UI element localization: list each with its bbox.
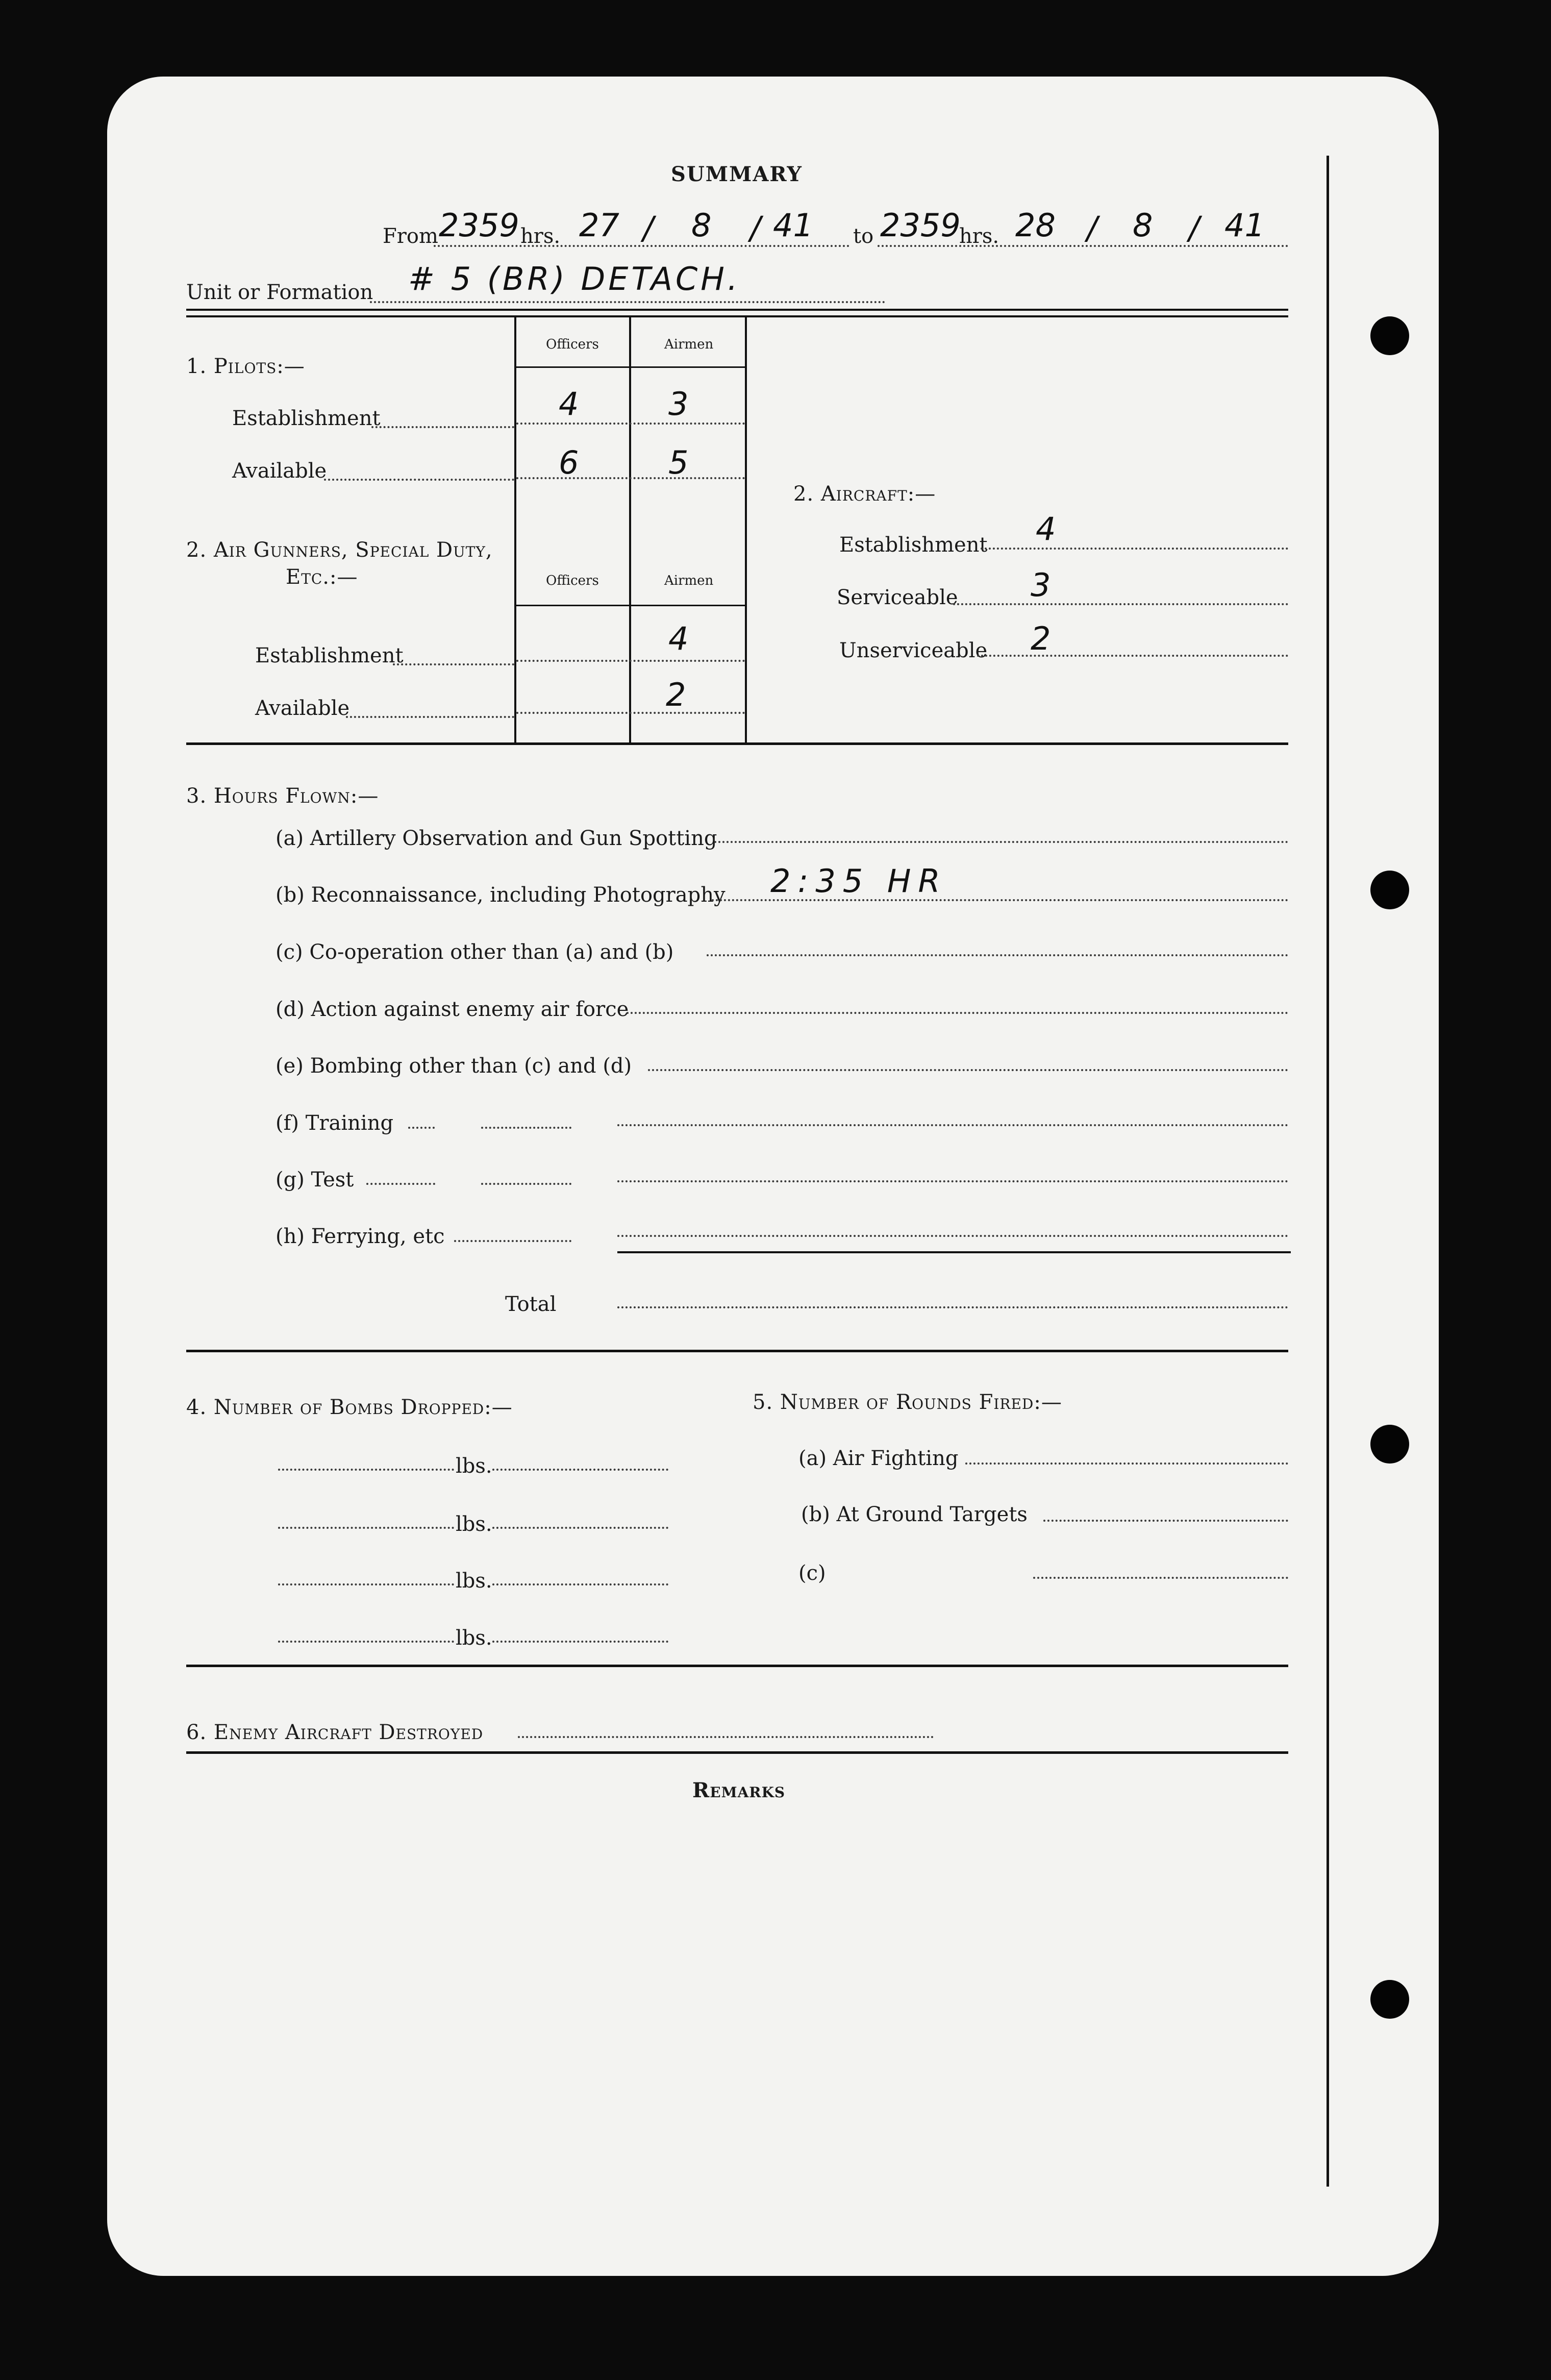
aircraft-establishment-value[interactable]: 4: [1036, 510, 1056, 548]
air-gunners-establishment-airmen[interactable]: 4: [668, 620, 689, 657]
to-time[interactable]: 2359: [880, 207, 961, 244]
hours-b-label: (b) Reconnaissance, including Photography: [276, 883, 726, 907]
bombs-unit-label: lbs.: [456, 1513, 492, 1536]
dotted-line: [346, 716, 514, 718]
air-gunners-heading-cont: Etc.:—: [286, 565, 358, 589]
dotted-line: [454, 1240, 571, 1242]
hours-h-label: (h) Ferrying, etc: [276, 1225, 445, 1248]
binder-hole: [1370, 1980, 1409, 2019]
air-gunners-heading: 2. Air Gunners, Special Duty,: [186, 538, 493, 562]
total-line: [617, 1306, 1288, 1308]
to-day[interactable]: 28: [1015, 207, 1056, 244]
from-label: From: [383, 225, 438, 248]
dotted-line: [516, 477, 745, 479]
rounds-c-line: [1033, 1577, 1288, 1579]
table-column-line: [629, 317, 631, 745]
from-year[interactable]: 41: [773, 207, 813, 244]
section-rule: [186, 309, 1288, 311]
officers-column-header: Officers: [546, 337, 599, 352]
section-rule: [186, 1665, 1288, 1667]
enemy-aircraft-label: 6. Enemy Aircraft Destroyed: [186, 1721, 484, 1744]
from-time[interactable]: 2359: [439, 207, 519, 244]
hours-a-line: [714, 841, 1288, 843]
pilots-establishment-airmen[interactable]: 3: [668, 385, 689, 423]
dotted-line: [516, 712, 745, 714]
rounds-heading: 5. Number of Rounds Fired:—: [753, 1391, 1062, 1414]
from-day[interactable]: 27: [579, 207, 619, 244]
hours-c-line: [707, 954, 1288, 956]
rounds-b-label: (b) At Ground Targets: [801, 1503, 1028, 1526]
hrs-label: hrs.: [520, 225, 561, 248]
unit-label: Unit or Formation: [186, 281, 373, 304]
total-label: Total: [505, 1293, 557, 1316]
date-separator: /: [1189, 209, 1199, 246]
airmen-column-header: Airmen: [664, 573, 714, 588]
bombs-unit-label: lbs.: [456, 1454, 492, 1478]
aircraft-heading: 2. Aircraft:—: [793, 482, 936, 506]
table-column-line: [514, 317, 516, 745]
binder-hole: [1370, 316, 1409, 355]
dotted-line: [481, 1183, 571, 1185]
pilots-available-label: Available: [232, 459, 327, 483]
bombs-qty-line: [278, 1527, 454, 1529]
section-rule: [186, 1350, 1288, 1352]
date-separator: /: [750, 209, 761, 246]
pilots-available-officers[interactable]: 6: [559, 444, 579, 481]
hours-h-line: [617, 1235, 1288, 1237]
rounds-a-label: (a) Air Fighting: [798, 1447, 959, 1470]
hours-g-label: (g) Test: [276, 1168, 354, 1192]
aircraft-serviceable-value[interactable]: 3: [1031, 566, 1051, 604]
subtotal-rule: [617, 1251, 1291, 1253]
pilots-available-airmen[interactable]: 5: [668, 444, 689, 481]
rounds-c-label: (c): [798, 1561, 826, 1585]
table-column-line: [745, 317, 747, 745]
bombs-weight-line: [492, 1583, 668, 1585]
enemy-aircraft-line: [518, 1736, 934, 1738]
dotted-line: [981, 548, 1288, 550]
hours-d-line: [627, 1012, 1288, 1014]
hours-b-line: [712, 899, 1288, 901]
margin-line: [1327, 156, 1329, 2187]
date-separator: /: [1087, 209, 1097, 246]
bombs-weight-line: [492, 1527, 668, 1529]
bombs-unit-label: lbs.: [456, 1569, 492, 1593]
dotted-line: [366, 1183, 435, 1185]
dotted-line: [516, 660, 745, 662]
dotted-line: [393, 663, 514, 665]
hours-c-label: (c) Co-operation other than (a) and (b): [276, 940, 674, 964]
section-rule: [186, 315, 1288, 317]
hours-e-line: [648, 1069, 1288, 1071]
rounds-a-line: [965, 1462, 1288, 1465]
aircraft-unserviceable-value[interactable]: 2: [1031, 620, 1051, 657]
dotted-line: [516, 423, 745, 425]
hours-flown-heading: 3. Hours Flown:—: [186, 784, 379, 808]
pilots-establishment-label: Establishment: [232, 407, 381, 430]
to-month[interactable]: 8: [1133, 207, 1153, 244]
hours-a-label: (a) Artillery Observation and Gun Spotting: [276, 827, 717, 850]
binder-hole: [1370, 1425, 1409, 1464]
hrs-label: hrs.: [959, 225, 999, 248]
hours-e-label: (e) Bombing other than (c) and (d): [276, 1054, 632, 1078]
hours-g-line: [617, 1180, 1288, 1182]
to-label: to: [853, 225, 874, 248]
aircraft-unserviceable-label: Unserviceable: [839, 639, 988, 662]
binder-hole: [1370, 871, 1409, 909]
aircraft-serviceable-label: Serviceable: [837, 586, 958, 609]
pilots-heading: 1. Pilots:—: [186, 355, 305, 378]
from-dotted-line: [434, 245, 849, 247]
rounds-b-line: [1043, 1520, 1288, 1522]
bombs-qty-line: [278, 1583, 454, 1585]
dotted-line: [408, 1127, 435, 1129]
hours-b-value[interactable]: 2:35 HR: [770, 862, 947, 900]
bombs-heading: 4. Number of Bombs Dropped:—: [186, 1396, 513, 1419]
air-gunners-available-airmen[interactable]: 2: [666, 676, 686, 713]
dotted-line: [953, 603, 1288, 605]
form-title: SUMMARY: [671, 162, 803, 186]
remarks-label: Remarks: [692, 1778, 786, 1802]
hours-d-label: (d) Action against enemy air force: [276, 998, 629, 1021]
table-header-line: [515, 605, 746, 606]
unit-value[interactable]: # 5 (BR) DETACH.: [408, 260, 741, 298]
air-gunners-establishment-label: Establishment: [255, 644, 404, 667]
bombs-weight-line: [492, 1469, 668, 1471]
to-year[interactable]: 41: [1224, 207, 1265, 244]
to-dotted-line: [878, 245, 1288, 247]
section-rule: [186, 742, 1288, 745]
air-gunners-available-label: Available: [255, 697, 350, 720]
dotted-line: [371, 426, 514, 428]
hours-f-line: [617, 1124, 1288, 1126]
bombs-qty-line: [278, 1469, 454, 1471]
bombs-weight-line: [492, 1641, 668, 1643]
dotted-line: [324, 479, 514, 481]
bombs-qty-line: [278, 1641, 454, 1643]
dotted-line: [481, 1127, 571, 1129]
officers-column-header: Officers: [546, 573, 599, 588]
table-header-line: [515, 366, 746, 368]
dotted-line: [977, 655, 1288, 657]
airmen-column-header: Airmen: [664, 337, 714, 352]
aircraft-establishment-label: Establishment: [839, 533, 988, 557]
unit-dotted-line: [370, 301, 885, 303]
pilots-establishment-officers[interactable]: 4: [559, 385, 579, 423]
from-month[interactable]: 8: [691, 207, 712, 244]
hours-f-label: (f) Training: [276, 1111, 394, 1135]
section-rule: [186, 1751, 1288, 1754]
bombs-unit-label: lbs.: [456, 1626, 492, 1650]
date-separator: /: [643, 209, 654, 246]
